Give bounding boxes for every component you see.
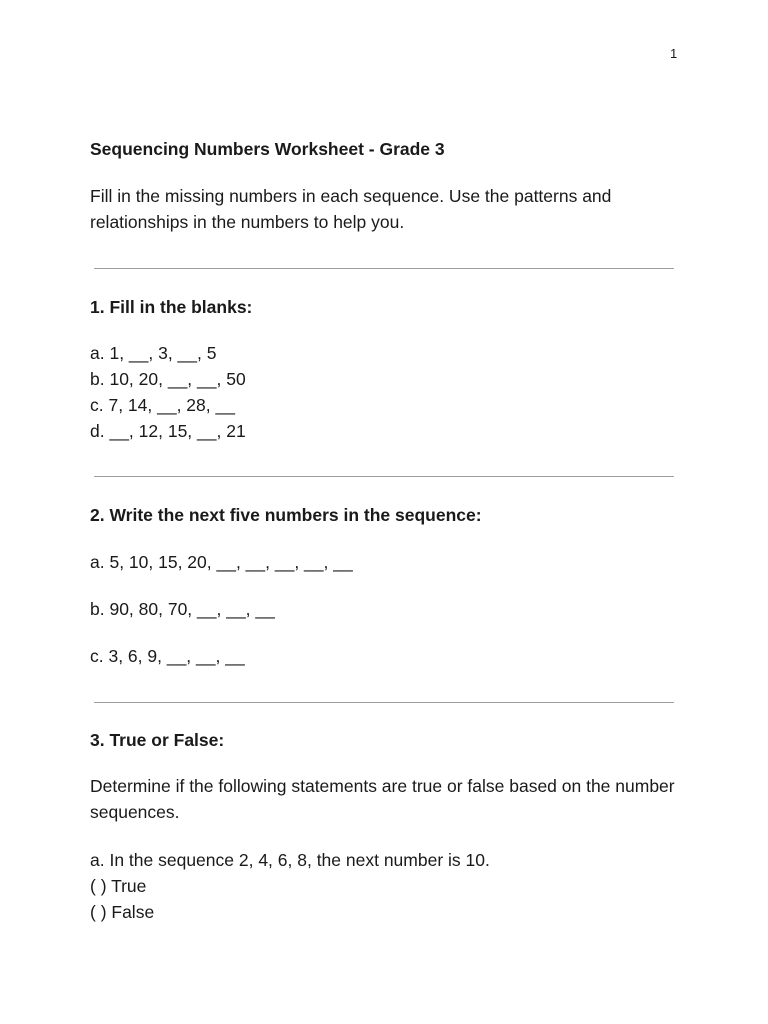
section-3-instructions: Determine if the following statements are true or false based on the number sequences.: [90, 776, 675, 822]
section-divider: [94, 268, 674, 269]
section-1-heading: 1. Fill in the blanks:: [90, 297, 253, 317]
section-3-question-block: [90, 847, 490, 925]
option-false[interactable]: ( ) False: [90, 902, 155, 922]
section-1-items: [90, 340, 246, 444]
worksheet-title: Sequencing Numbers Worksheet - Grade 3: [90, 139, 445, 159]
section-2-item-c: c. 3, 6, 9, __, __, __: [90, 646, 245, 666]
section-divider: [94, 476, 674, 477]
section-divider: [94, 702, 674, 703]
section-3-question-a: a. In the sequence 2, 4, 6, 8, the next number is 10.: [90, 850, 490, 870]
section-3-heading: 3. True or False:: [90, 730, 225, 750]
section-2-heading: 2. Write the next five numbers in the sequence:: [90, 505, 482, 525]
section-2-item-a: a. 5, 10, 15, 20, __, __, __, __, __: [90, 552, 353, 572]
section-1-item-c: c. 7, 14, __, 28, __: [90, 395, 235, 415]
worksheet-instructions: Fill in the missing numbers in each sequence. Use the patterns and relationships in the numbers to help you.: [90, 186, 612, 232]
section-2-item-b: b. 90, 80, 70, __, __, __: [90, 599, 275, 619]
page-number: 1: [670, 46, 678, 61]
section-1-item-d: d. __, 12, 15, __, 21: [90, 421, 246, 441]
section-1-item-b: b. 10, 20, __, __, 50: [90, 369, 246, 389]
option-true[interactable]: ( ) True: [90, 876, 147, 896]
section-1-item-a: a. 1, __, 3, __, 5: [90, 343, 217, 363]
